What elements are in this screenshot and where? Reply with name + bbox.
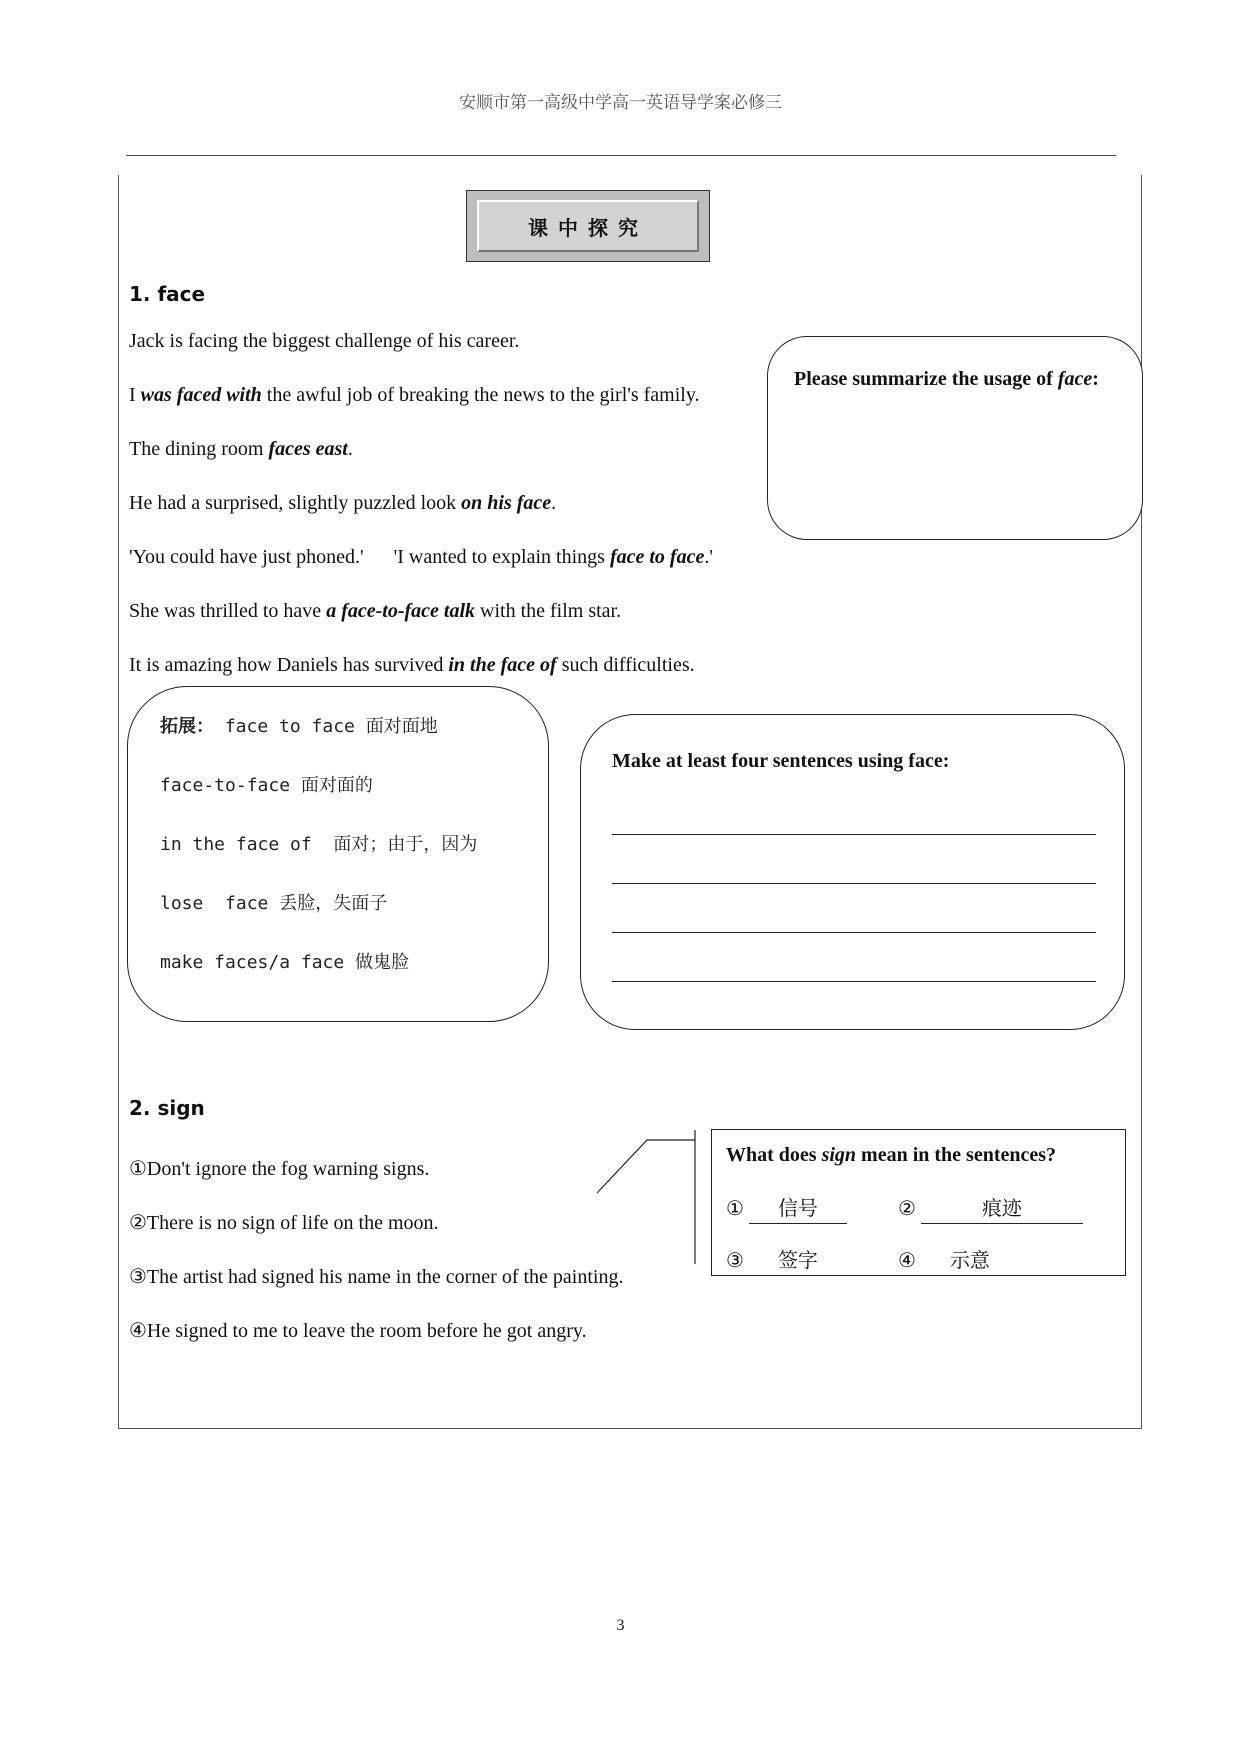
section-title-face: 1. face <box>129 282 206 306</box>
callout-pointer <box>590 1130 715 1275</box>
summary-prompt: Please summarize the usage of <box>794 368 1053 390</box>
example-sentence: Jack is facing the biggest challenge of his career. <box>129 330 520 352</box>
section-title-sign: 2. sign <box>129 1096 205 1120</box>
example-sentence: The dining room faces east. <box>129 438 353 460</box>
summary-keyword: face <box>1057 368 1093 390</box>
expansion-item: in the face of 面对；由于，因为 <box>160 834 478 855</box>
answer-blank[interactable]: 信号 <box>749 1192 847 1224</box>
summary-box[interactable]: Please summarize the usage of face: <box>767 336 1143 540</box>
example-sentence: It is amazing how Daniels has survived in the face of such difficulties. <box>129 654 695 676</box>
practice-prompt: Make at least four sentences using face: <box>612 750 950 772</box>
meaning-question: What does sign mean in the sentences? <box>726 1144 1057 1166</box>
writing-line[interactable] <box>612 981 1096 982</box>
example-sentence: 'You could have just phoned.' 'I wanted to explain things face to face.' <box>129 546 713 568</box>
expansion-item: lose face 丢脸，失面子 <box>160 893 388 914</box>
expansion-label: 拓展： <box>160 716 214 737</box>
example-sentence: She was thrilled to have a face-to-face talk with the film star. <box>129 600 622 622</box>
answer-blank[interactable]: 示意 <box>921 1244 1019 1276</box>
writing-line[interactable] <box>612 932 1096 933</box>
writing-line[interactable] <box>612 834 1096 835</box>
example-sentence: I was faced with the awful job of breaking the news to the girl's family. <box>129 384 700 406</box>
answer-blank[interactable]: 痕迹 <box>921 1192 1083 1224</box>
expansion-item: 拓展： face to face 面对面地 <box>160 716 438 737</box>
answer-4: ④ 示意 <box>898 1244 1019 1276</box>
answer-blank[interactable]: 签字 <box>749 1244 847 1276</box>
sign-sentence: ②There is no sign of life on the moon. <box>129 1212 439 1234</box>
answer-1: ① 信号 <box>726 1192 847 1224</box>
page-number: 3 <box>616 1617 625 1634</box>
header-rule <box>126 155 1116 156</box>
example-sentence: He had a surprised, slightly puzzled look on his face. <box>129 492 557 514</box>
answer-3: ③ 签字 <box>726 1244 847 1276</box>
expansion-item: make faces/a face 做鬼脸 <box>160 952 410 973</box>
banner-label: 课中探究 <box>477 200 699 252</box>
sign-sentence: ④He signed to me to leave the room before he got angry. <box>129 1320 587 1342</box>
section-banner <box>466 190 710 262</box>
page-header: 安顺市第一高级中学高一英语导学案必修三 <box>459 93 782 112</box>
answer-2: ② 痕迹 <box>898 1192 1083 1224</box>
expansion-item: face-to-face 面对面的 <box>160 775 373 796</box>
sign-sentence: ①Don't ignore the fog warning signs. <box>129 1158 430 1180</box>
writing-line[interactable] <box>612 883 1096 884</box>
sign-sentence: ③The artist had signed his name in the corner of the painting. <box>129 1266 624 1288</box>
meaning-box <box>711 1129 1126 1276</box>
